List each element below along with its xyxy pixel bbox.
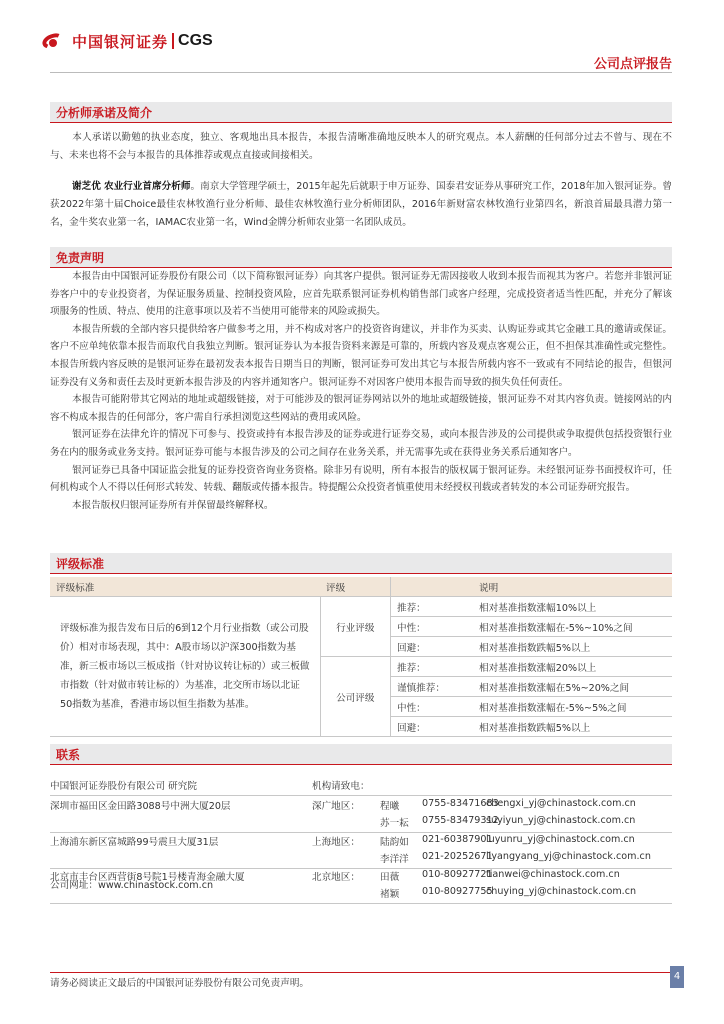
rating-description: 评级标准为报告发布日后的6到12个月行业指数（或公司股价）相对市场表现，其中：A股市场以沪深300指数为基准，新三板市场以三板成指（针对协议转让标的）或三板做市指数（针对做市转让标的）为基准，北交所市场以北证50指数为基准，香港市场以恒生指数为基准。 bbox=[50, 597, 320, 737]
company-website[interactable]: 公司网址：www.chinastock.com.cn bbox=[50, 880, 214, 891]
rating-value: 中性： bbox=[391, 617, 474, 637]
section-underline bbox=[50, 122, 672, 123]
analyst-role: 农业行业首席分析师 bbox=[103, 181, 191, 192]
contact-region: 深广地区： bbox=[312, 801, 360, 812]
rating-desc: 相对基准指数涨幅在-5%~5%之间 bbox=[473, 697, 672, 717]
section-title: 免责声明 bbox=[56, 251, 105, 265]
section-underline bbox=[50, 573, 672, 574]
rating-desc: 相对基准指数涨幅20%以上 bbox=[473, 657, 672, 677]
section-underline bbox=[50, 764, 672, 765]
rating-value: 回避： bbox=[391, 717, 474, 737]
industry-rating-label: 行业评级 bbox=[320, 597, 391, 657]
contact-region: 上海地区： bbox=[312, 837, 360, 848]
page-number-badge: 4 bbox=[670, 966, 684, 988]
section-title: 联系 bbox=[56, 748, 81, 762]
section-header-contact bbox=[50, 744, 672, 764]
contact-phone[interactable]: 021-20252671 bbox=[422, 851, 493, 862]
contact-row bbox=[50, 812, 672, 833]
contact-phone[interactable]: 010-80927755 bbox=[422, 886, 493, 897]
contact-name: 苏一耘 bbox=[380, 818, 409, 829]
section-title: 分析师承诺及简介 bbox=[56, 106, 153, 120]
rating-standards-table bbox=[50, 577, 672, 737]
section-title: 评级标准 bbox=[56, 557, 105, 571]
sales-contact-header: 机构请致电： bbox=[312, 781, 370, 792]
footer-disclaimer-note: 请务必阅读正文最后的中国银河证券股份有限公司免责声明。 bbox=[50, 978, 310, 989]
header-divider bbox=[50, 72, 672, 73]
rating-value: 中性： bbox=[391, 697, 474, 717]
contact-name: 褚颖 bbox=[380, 889, 400, 900]
contact-email[interactable]: suyiyun_yj@chinastock.com.cn bbox=[486, 815, 636, 826]
page-header bbox=[0, 0, 724, 78]
contact-header-row bbox=[50, 775, 672, 796]
rating-desc: 相对基准指数跌幅5%以上 bbox=[473, 637, 672, 657]
contact-phone[interactable]: 010-80927721 bbox=[422, 869, 493, 880]
brand-logo bbox=[40, 30, 213, 52]
rating-value: 回避： bbox=[391, 637, 474, 657]
company-rating-label: 公司评级 bbox=[320, 657, 391, 737]
contact-email[interactable]: tianwei@chinastock.com.cn bbox=[486, 869, 620, 880]
section-header-rating bbox=[50, 553, 672, 573]
contact-email[interactable]: chengxi_yj@chinastock.com.cn bbox=[486, 798, 636, 809]
analyst-commitment-paragraph: 本人承诺以勤勉的执业态度，独立、客观地出具本报告，本报告清晰准确地反映本人的研究观点。本人薪酬的任何部分过去不曾与、现在不与、未来也将不会与本报告的具体推荐或观点直接或间接相关。 bbox=[50, 132, 672, 161]
contact-region: 北京地区： bbox=[312, 872, 360, 883]
logo-separator bbox=[172, 33, 174, 49]
rating-value: 推荐： bbox=[391, 657, 474, 677]
rating-desc: 相对基准指数涨幅在5%~20%之间 bbox=[473, 677, 672, 697]
table-header-desc: 说明 bbox=[473, 577, 672, 597]
contact-address: 深圳市福田区金田路3088号中洲大厦20层 bbox=[50, 801, 231, 812]
rating-desc: 相对基准指数涨幅10%以上 bbox=[473, 597, 672, 617]
galaxy-logo-icon bbox=[40, 30, 66, 52]
footer-divider bbox=[50, 972, 672, 973]
contact-email[interactable]: luyunru_yj@chinastock.com.cn bbox=[486, 834, 635, 845]
analyst-bio-paragraph: 谢芝优 农业行业首席分析师。南京大学管理学硕士，2015年起先后就职于申万证券、国泰君安证券从事研究工作，2018年加入银河证券。曾获2022年第十届Choice最佳农林牧渔行业分析师、最佳农林牧渔行业分析师团队，2016年新财富农林牧渔行业第四名，新浪首届最具潜力第一名，金牛奖农业第一名，IAMAC农业第一名，Wind金牌分析师农业第一名团队成员。 bbox=[50, 181, 672, 228]
rating-value: 推荐： bbox=[391, 597, 474, 617]
table-row bbox=[50, 597, 672, 617]
table-header-rating: 评级 bbox=[320, 577, 391, 597]
disclaimer-text: 本报告由中国银河证券股份有限公司（以下简称银河证券）向其客户提供。银河证券无需因接收人收到本报告而视其为客户。若您并非银河证券客户中的专业投资者，为保证服务质量、控制投资风险，应首先联系银河证券机构销售部门或客户经理，完成投资者适当性匹配，并充分了解该项服务的性质、特点、使用的注意事项以及若不当使用可能带来的风险或损失。 本报告所载的全部内容只提供给客户做参考之用，并不构成对客户的投资咨询建议，并非作为买卖、认购证券或其它金融工具的邀请或保证。客户不应单纯依靠本报告而取代自我独立判断。银河证券认为本报告资料来源是可靠的，所载内容及观点客观公正，但不担保其准确性或完整性。本报告所载内容反映的是银河证券在最初发表本报告日期当日的判断，银河证券可发出其它与本报告所载内容不一致或有不同结论的报告，但银河证券没有义务和责任去及时更新本报告涉及的内容并通知客户。银河证券不对因客户使用本报告而导致的损失负任何责任。 本报告可能附带其它网站的地址或超级链接，对于可能涉及的银河证券网站以外的地址或超级链接，银河证券不对其内容负责。链接网站的内容不构成本报告的任何部分，客户需自行承担浏览这些网站的费用或风险。 银河证券在法律允许的情况下可参与、投资或持有本报告涉及的证券或进行证券交易，或向本报告涉及的公司提供或争取提供包括投资银行业务在内的服务或业务支持。银河证券可能与本报告涉及的公司之间存在业务关系，并无需事先或在获得业务关系后通知客户。 银河证券已具备中国证监会批复的证券投资咨询业务资格。除非另有说明，所有本报告的版权属于银河证券。未经银河证券书面授权许可，任何机构或个人不得以任何形式转发、转载、翻版或传播本报告。特提醒公众投资者慎重使用未经授权刊载或者转发的本公司证券研究报告。 本报告版权归银河证券所有并保留最终解释权。 bbox=[50, 271, 672, 511]
rating-value: 谨慎推荐： bbox=[391, 677, 474, 697]
analyst-name: 谢芝优 bbox=[72, 181, 101, 192]
contact-email[interactable]: liyangyang_yj@chinastock.com.cn bbox=[486, 851, 651, 862]
section-header-disclaimer bbox=[50, 247, 672, 267]
contact-address: 北京市丰台区西营街8号院1号楼青海金融大厦 bbox=[50, 872, 245, 883]
contact-address: 上海浦东新区富城路99号震旦大厦31层 bbox=[50, 837, 219, 848]
contact-name: 陆韵如 bbox=[380, 837, 409, 848]
rating-desc: 相对基准指数跌幅5%以上 bbox=[473, 717, 672, 737]
contact-name: 程曦 bbox=[380, 801, 400, 812]
table-header-standard: 评级标准 bbox=[50, 577, 320, 597]
contact-phone[interactable]: 0755-83479312 bbox=[422, 815, 499, 826]
rating-desc: 相对基准指数涨幅在-5%~10%之间 bbox=[473, 617, 672, 637]
logo-chinese-name: 中国银河证券 bbox=[72, 32, 169, 51]
contact-phone[interactable]: 021-60387901 bbox=[422, 834, 493, 845]
section-header-analyst bbox=[50, 102, 672, 122]
logo-english-name: CGS bbox=[178, 32, 213, 49]
contact-name: 李洋洋 bbox=[380, 854, 409, 865]
contact-email[interactable]: chuying_yj@chinastock.com.cn bbox=[486, 886, 637, 897]
report-type-label: 公司点评报告 bbox=[593, 57, 672, 72]
contact-phone[interactable]: 0755-83471683 bbox=[422, 798, 499, 809]
contact-name: 田薇 bbox=[380, 872, 400, 883]
company-name: 中国银河证券股份有限公司 研究院 bbox=[50, 781, 197, 792]
table-header-rating-value bbox=[391, 577, 474, 597]
